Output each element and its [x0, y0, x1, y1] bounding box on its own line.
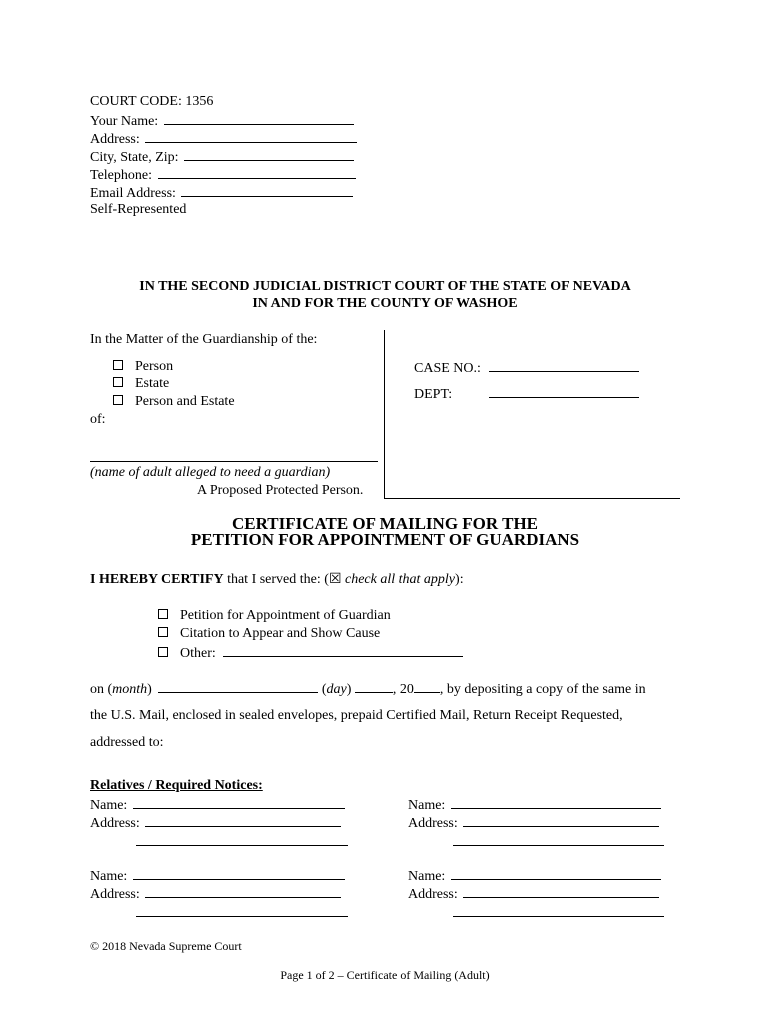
checked-box-icon: ☒	[328, 572, 342, 587]
item-other[interactable]	[158, 643, 463, 663]
day-field[interactable]	[355, 679, 393, 693]
city-row	[90, 147, 354, 167]
rel-2-name-field[interactable]	[451, 795, 661, 809]
rel-2-address-row	[408, 813, 659, 833]
item-petition[interactable]	[158, 607, 391, 625]
self-represented: Self-Represented	[90, 202, 187, 217]
court-line-2: IN AND FOR THE COUNTY OF WASHOE	[252, 296, 518, 311]
rel-1-name-label: Name:	[90, 798, 128, 813]
month-field[interactable]	[158, 679, 318, 693]
rel-2-name-row	[408, 795, 661, 815]
rel-4-name-row	[408, 866, 661, 886]
your-name-label: Your Name:	[90, 114, 159, 129]
dept-label: DEPT:	[414, 387, 453, 402]
mailing-tail: , by depositing a copy of the same in	[439, 682, 646, 697]
option-person[interactable]	[113, 358, 173, 376]
rel-2-address-field[interactable]	[463, 813, 659, 827]
rel-4-address-row	[408, 884, 659, 904]
copyright: © 2018 Nevada Supreme Court	[90, 939, 242, 953]
option-estate[interactable]	[113, 375, 169, 393]
item-other-label: Other:	[180, 646, 216, 661]
address-row	[90, 129, 357, 149]
rel-1-address-row	[90, 813, 341, 833]
telephone-label: Telephone:	[90, 168, 152, 183]
rel-2-name-label: Name:	[408, 798, 446, 813]
mailing-line-2: the U.S. Mail, enclosed in sealed envelopes, prepaid Certified Mail, Return Receipt Requested,	[90, 708, 623, 723]
rel-2-address-line-2[interactable]	[453, 845, 664, 846]
item-petition-label: Petition for Appointment of Guardian	[180, 608, 391, 623]
day-label: day	[326, 682, 347, 697]
checkbox-other[interactable]	[158, 647, 168, 657]
certify-lead: I HEREBY CERTIFY	[90, 572, 224, 587]
year-prefix: , 20	[392, 682, 414, 697]
caption-divider	[384, 330, 385, 498]
rel-2-address-label: Address:	[408, 816, 458, 831]
address-field[interactable]	[145, 129, 357, 143]
day-open: (	[321, 682, 327, 697]
dept-row	[414, 384, 639, 404]
day-close: )	[346, 682, 352, 697]
case-no-label: CASE NO.:	[414, 361, 481, 376]
mailing-on: on (	[90, 682, 113, 697]
checkbox-estate[interactable]	[113, 377, 123, 387]
rel-1-name-row	[90, 795, 345, 815]
checkbox-citation[interactable]	[158, 627, 168, 637]
item-citation[interactable]	[158, 625, 380, 643]
rel-3-address-label: Address:	[90, 887, 140, 902]
option-person-estate-label: Person and Estate	[135, 394, 235, 409]
year-field[interactable]	[414, 679, 440, 693]
telephone-row	[90, 165, 356, 185]
option-estate-label: Estate	[135, 376, 170, 391]
mailing-line-1	[90, 679, 646, 699]
certify-close: ):	[455, 572, 464, 587]
protected-name-field[interactable]	[90, 461, 378, 462]
checkbox-person[interactable]	[113, 360, 123, 370]
rel-1-address-label: Address:	[90, 816, 140, 831]
city-field[interactable]	[184, 147, 354, 161]
rel-3-address-field[interactable]	[145, 884, 341, 898]
rel-1-address-line-2[interactable]	[136, 845, 348, 846]
case-no-field[interactable]	[489, 358, 639, 372]
item-citation-label: Citation to Appear and Show Cause	[180, 626, 381, 641]
option-person-estate[interactable]	[113, 393, 235, 411]
doc-title-line-1: CERTIFICATE OF MAILING FOR THE	[231, 514, 539, 533]
checkbox-person-estate[interactable]	[113, 395, 123, 405]
name-hint: (name of adult alleged to need a guardian)	[90, 465, 331, 480]
rel-3-name-field[interactable]	[133, 866, 345, 880]
email-row	[90, 183, 353, 203]
rel-1-name-field[interactable]	[133, 795, 345, 809]
caption-bottom-rule	[384, 498, 680, 499]
dept-field[interactable]	[489, 384, 639, 398]
rel-4-name-field[interactable]	[451, 866, 661, 880]
email-label: Email Address:	[90, 186, 176, 201]
check-all-text: check all that apply	[341, 572, 456, 587]
court-code: COURT CODE: 1356	[90, 94, 214, 109]
case-no-row	[414, 358, 639, 378]
rel-1-address-field[interactable]	[145, 813, 341, 827]
rel-3-name-row	[90, 866, 345, 886]
checkbox-petition[interactable]	[158, 609, 168, 619]
month-label: month	[112, 682, 148, 697]
rel-4-address-line-2[interactable]	[453, 916, 664, 917]
of-label: of:	[90, 412, 106, 427]
relatives-heading: Relatives / Required Notices:	[90, 778, 263, 793]
rel-4-address-field[interactable]	[463, 884, 659, 898]
certify-line	[90, 571, 464, 589]
certify-rest: that I served the: (	[223, 572, 329, 587]
rel-3-address-line-2[interactable]	[136, 916, 348, 917]
protected-person-label: A Proposed Protected Person.	[197, 483, 364, 498]
your-name-field[interactable]	[164, 111, 354, 125]
option-person-label: Person	[135, 359, 174, 374]
rel-4-address-label: Address:	[408, 887, 458, 902]
doc-title-line-2: PETITION FOR APPOINTMENT OF GUARDIANS	[190, 530, 580, 549]
rel-3-name-label: Name:	[90, 869, 128, 884]
mailing-line-3: addressed to:	[90, 735, 164, 750]
address-label: Address:	[90, 132, 140, 147]
month-close: )	[147, 682, 152, 697]
email-field[interactable]	[181, 183, 353, 197]
your-name-row	[90, 111, 354, 131]
rel-3-address-row	[90, 884, 341, 904]
telephone-field[interactable]	[158, 165, 356, 179]
matter-text: In the Matter of the Guardianship of the:	[90, 332, 318, 347]
other-field[interactable]	[223, 643, 463, 657]
page-footer: Page 1 of 2 – Certificate of Mailing (Adult)	[280, 968, 490, 982]
city-label: City, State, Zip:	[90, 150, 179, 165]
court-line-1: IN THE SECOND JUDICIAL DISTRICT COURT OF THE STATE OF NEVADA	[139, 279, 631, 294]
rel-4-name-label: Name:	[408, 869, 446, 884]
